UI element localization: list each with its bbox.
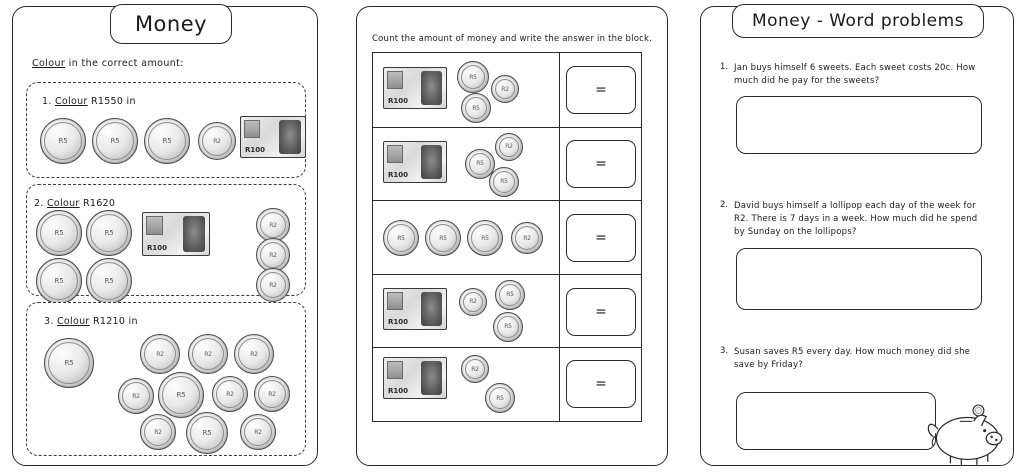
question-3-amount: R1210 in: [89, 316, 138, 327]
coin-r5[interactable]: R5: [44, 338, 94, 388]
coin-r5: R5: [465, 149, 495, 179]
coin-r2[interactable]: R2: [256, 238, 290, 272]
answer-box-5[interactable]: [566, 360, 636, 408]
question-1-label: [42, 96, 136, 107]
coin-r2[interactable]: R2: [254, 376, 290, 412]
question-3-verb: Colour: [57, 316, 90, 327]
page-2-instruction: Count the amount of money and write the answer in the block.: [372, 34, 652, 44]
question-2-number: 2.: [34, 198, 44, 209]
coin-r5: R5: [457, 61, 489, 93]
coin-r5: R5: [489, 167, 519, 197]
coin-r2: R2: [459, 288, 487, 316]
coin-r2: R2: [495, 133, 523, 161]
note-r100: R100: [383, 67, 447, 109]
note-r100: R100: [383, 288, 447, 330]
question-1-number: 1.: [42, 96, 52, 107]
note-r100: R100: [383, 357, 447, 399]
note-r100: R100: [383, 141, 447, 183]
coin-r2: R2: [511, 222, 543, 254]
coin-r5[interactable]: R5: [158, 372, 204, 418]
coin-r5: R5: [485, 383, 515, 413]
question-2-label: [34, 198, 115, 209]
coin-r5[interactable]: R5: [92, 118, 138, 164]
equals-sign: =: [595, 376, 607, 392]
coin-r2[interactable]: R2: [140, 414, 176, 450]
word-problem-3-text: Susan saves R5 every day. How much money did she save by Friday?: [734, 347, 971, 370]
coin-r5[interactable]: R5: [36, 210, 82, 256]
coin-r2[interactable]: R2: [256, 208, 290, 242]
coin-r5[interactable]: R5: [40, 118, 86, 164]
piggy-bank-icon: [918, 398, 1014, 468]
coin-r2[interactable]: R2: [198, 122, 236, 160]
coin-r2[interactable]: R2: [212, 376, 248, 412]
page-1-title: Money: [134, 12, 208, 36]
coin-r2[interactable]: R2: [234, 334, 274, 374]
answer-box-1[interactable]: [566, 66, 636, 114]
coin-r5: R5: [425, 220, 461, 256]
answer-box-3[interactable]: [566, 214, 636, 262]
coin-r2: R2: [491, 75, 519, 103]
word-problem-2-answer-box[interactable]: [736, 248, 982, 310]
question-3-label: [44, 316, 138, 327]
coin-r2[interactable]: R2: [140, 334, 180, 374]
coin-r2[interactable]: R2: [256, 268, 290, 302]
coin-r2[interactable]: R2: [188, 334, 228, 374]
equals-sign: =: [595, 82, 607, 98]
coin-r5: R5: [467, 220, 503, 256]
worksheet-page-word-problems: [692, 0, 1024, 474]
word-problem-2-text: David buys himself a lollipop each day of the week for R2. There is 7 days in a week. How much did he spend by Sunday on the lollipops?: [734, 201, 978, 237]
word-problem-2-number: 2.: [720, 200, 729, 210]
page-1-instruction: [32, 58, 184, 69]
worksheet-page-money-colour: [0, 0, 340, 474]
worksheet-page-count-money: [346, 0, 686, 474]
question-3-number: 3.: [44, 316, 54, 327]
answer-box-4[interactable]: [566, 288, 636, 336]
word-problem-1-text: Jan buys himself 6 sweets. Each sweet costs 20c. How much did he pay for the sweets?: [734, 63, 976, 86]
page-3-title-box: [732, 4, 984, 38]
coin-r5: R5: [493, 312, 523, 342]
answer-box-2[interactable]: [566, 140, 636, 188]
page-3-title: Money - Word problems: [751, 11, 965, 31]
coin-r5[interactable]: R5: [144, 118, 190, 164]
coin-r5: R5: [383, 220, 419, 256]
instruction-rest: in the correct amount:: [65, 58, 184, 69]
question-1-amount: R1550 in: [87, 96, 136, 107]
coin-r2: R2: [461, 355, 489, 383]
coin-r5[interactable]: R5: [186, 412, 228, 454]
word-problem-3-answer-box[interactable]: [736, 392, 936, 450]
coin-r5: R5: [495, 280, 525, 310]
coin-r2[interactable]: R2: [240, 414, 276, 450]
question-1-verb: Colour: [55, 96, 88, 107]
equals-sign: =: [595, 304, 607, 320]
coin-r5[interactable]: R5: [86, 258, 132, 304]
instruction-verb: Colour: [32, 58, 66, 69]
question-2-verb: Colour: [47, 198, 80, 209]
note-r100[interactable]: R100: [240, 116, 306, 158]
coin-r5: R5: [461, 93, 491, 123]
note-r100[interactable]: R100: [142, 212, 210, 256]
equals-sign: =: [595, 230, 607, 246]
coin-r2[interactable]: R2: [118, 378, 154, 414]
page-1-title-box: [110, 4, 232, 44]
question-2-amount: R1620: [79, 198, 116, 209]
coin-r5[interactable]: R5: [36, 258, 82, 304]
word-problem-1-number: 1.: [720, 62, 729, 72]
word-problem-1-answer-box[interactable]: [736, 96, 982, 154]
equals-sign: =: [595, 156, 607, 172]
coin-r5[interactable]: R5: [86, 210, 132, 256]
word-problem-3-number: 3.: [720, 346, 729, 356]
